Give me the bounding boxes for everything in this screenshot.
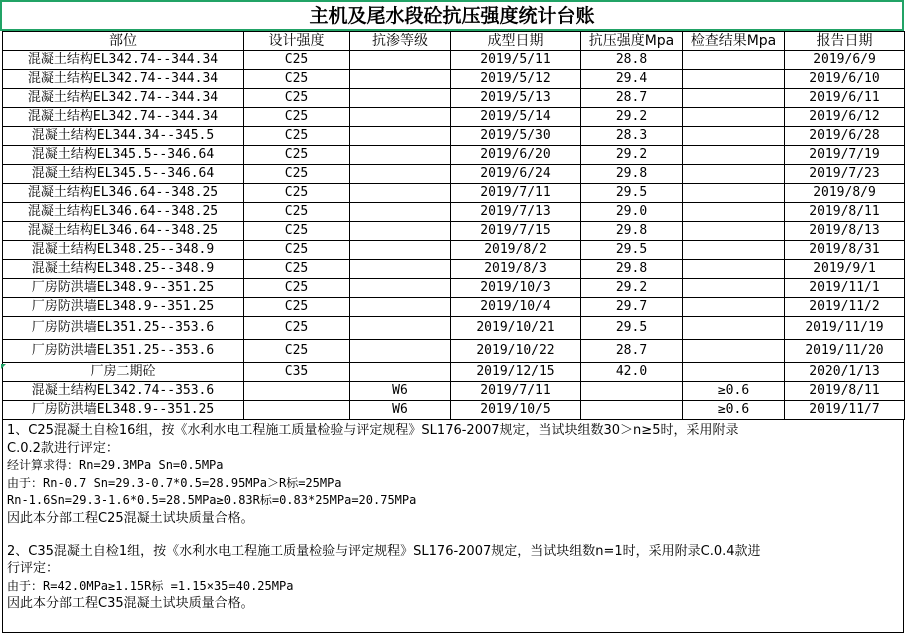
cell-casting-date[interactable]: 2019/5/30	[451, 127, 581, 146]
cell-design-strength[interactable]: C25	[244, 127, 350, 146]
cell-report-date[interactable]: 2019/8/13	[785, 222, 905, 241]
header-report-date[interactable]: 报告日期	[785, 32, 905, 51]
table-row	[3, 203, 905, 222]
cell-check-result[interactable]	[683, 340, 785, 363]
cell-design-strength[interactable]: C25	[244, 340, 350, 363]
cell-casting-date[interactable]: 2019/5/11	[451, 51, 581, 70]
cell-casting-date[interactable]: 2019/6/20	[451, 146, 581, 165]
cell-design-strength[interactable]: C25	[244, 203, 350, 222]
note-line: 因此本分部工程C35混凝土试块质量合格。	[7, 596, 254, 612]
note-line: Rn-1.6Sn=29.3-1.6*0.5=28.5MPa≥0.83R标=0.83*25MPa=20.75MPa	[7, 493, 417, 508]
cell-casting-date[interactable]: 2019/5/14	[451, 108, 581, 127]
cell-report-date[interactable]: 2019/6/11	[785, 89, 905, 108]
cell-compressive-strength[interactable]: 28.3	[581, 127, 683, 146]
cell-impermeability[interactable]: W6	[350, 382, 451, 401]
cell-part[interactable]: 厂房二期砼	[3, 363, 244, 382]
cell-impermeability[interactable]	[350, 51, 451, 70]
note-line: 由于：R=42.0MPa≥1.15R标 =1.15×35=40.25MPa	[7, 578, 294, 593]
cell-report-date[interactable]: 2019/11/2	[785, 298, 905, 317]
cell-casting-date[interactable]: 2019/10/5	[451, 401, 581, 420]
cell-check-result[interactable]	[683, 127, 785, 146]
cell-compressive-strength[interactable]: 29.4	[581, 70, 683, 89]
cell-impermeability[interactable]: W6	[350, 401, 451, 420]
cell-design-strength[interactable]: C25	[244, 70, 350, 89]
cell-casting-date[interactable]: 2019/7/11	[451, 382, 581, 401]
cell-casting-date[interactable]: 2019/7/11	[451, 184, 581, 203]
cell-casting-date[interactable]: 2019/7/15	[451, 222, 581, 241]
table-row	[3, 363, 905, 382]
cell-part[interactable]: 混凝土结构EL342.74--353.6	[3, 382, 244, 401]
cell-check-result[interactable]	[683, 108, 785, 127]
cell-casting-date[interactable]: 2019/10/21	[451, 317, 581, 340]
cell-design-strength[interactable]: C25	[244, 146, 350, 165]
cell-check-result[interactable]	[683, 317, 785, 340]
cell-report-date[interactable]: 2019/6/12	[785, 108, 905, 127]
cell-part[interactable]: 混凝土结构EL346.64--348.25	[3, 203, 244, 222]
cell-part[interactable]: 混凝土结构EL342.74--344.34	[3, 108, 244, 127]
table-row	[3, 165, 905, 184]
cell-compressive-strength[interactable]: 28.7	[581, 340, 683, 363]
header-compressive-strength[interactable]: 抗压强度Mpa	[581, 32, 683, 51]
cell-compressive-strength[interactable]: 29.5	[581, 317, 683, 340]
table-row	[3, 298, 905, 317]
cell-check-result[interactable]	[683, 241, 785, 260]
cell-casting-date[interactable]: 2019/7/13	[451, 203, 581, 222]
table-row	[3, 317, 905, 340]
cell-part[interactable]: 混凝土结构EL348.25--348.9	[3, 260, 244, 279]
cell-casting-date[interactable]: 2019/6/24	[451, 165, 581, 184]
cell-check-result[interactable]	[683, 70, 785, 89]
cell-report-date[interactable]: 2019/6/28	[785, 127, 905, 146]
cell-report-date[interactable]: 2019/8/11	[785, 203, 905, 222]
header-impermeability[interactable]: 抗渗等级	[350, 32, 451, 51]
header-casting-date[interactable]: 成型日期	[451, 32, 581, 51]
cell-check-result[interactable]	[683, 203, 785, 222]
cell-design-strength[interactable]	[244, 382, 350, 401]
header-check-result[interactable]: 检查结果Mpa	[683, 32, 785, 51]
cell-impermeability[interactable]	[350, 298, 451, 317]
cell-check-result[interactable]: ≥0.6	[683, 401, 785, 420]
note-line: 行评定：	[7, 561, 60, 577]
cell-impermeability[interactable]	[350, 260, 451, 279]
cell-part[interactable]: 厂房防洪墙EL348.9--351.25	[3, 298, 244, 317]
header-part[interactable]: 部位	[3, 32, 244, 51]
cell-compressive-strength[interactable]: 29.2	[581, 279, 683, 298]
cell-report-date[interactable]: 2019/6/10	[785, 70, 905, 89]
cell-check-result[interactable]	[683, 298, 785, 317]
table-row	[3, 127, 905, 146]
header-design-strength[interactable]: 设计强度	[244, 32, 350, 51]
cell-impermeability[interactable]	[350, 317, 451, 340]
cell-impermeability[interactable]	[350, 165, 451, 184]
table-row	[3, 279, 905, 298]
cell-impermeability[interactable]	[350, 340, 451, 363]
cell-casting-date[interactable]: 2019/8/3	[451, 260, 581, 279]
cell-design-strength[interactable]: C25	[244, 241, 350, 260]
cell-check-result[interactable]	[683, 279, 785, 298]
cell-check-result[interactable]	[683, 165, 785, 184]
cell-casting-date[interactable]: 2019/10/3	[451, 279, 581, 298]
cell-design-strength[interactable]: C25	[244, 298, 350, 317]
cell-report-date[interactable]: 2019/7/23	[785, 165, 905, 184]
cell-part[interactable]: 混凝土结构EL344.34--345.5	[3, 127, 244, 146]
cell-design-strength[interactable]: C25	[244, 165, 350, 184]
cell-part[interactable]: 混凝土结构EL345.5--346.64	[3, 165, 244, 184]
cell-comment-marker	[1, 364, 6, 369]
cell-compressive-strength[interactable]	[581, 401, 683, 420]
cell-check-result[interactable]	[683, 51, 785, 70]
cell-design-strength[interactable]: C25	[244, 279, 350, 298]
note-line: 2、C35混凝土自检1组，按《水利水电工程施工质量检验与评定规程》SL176-2007规定，当试块组数n=1时，采用附录C.0.4款进	[7, 543, 761, 559]
cell-impermeability[interactable]	[350, 108, 451, 127]
cell-impermeability[interactable]	[350, 70, 451, 89]
cell-check-result[interactable]	[683, 260, 785, 279]
table-row	[3, 146, 905, 165]
cell-report-date[interactable]: 2019/7/19	[785, 146, 905, 165]
cell-report-date[interactable]: 2019/8/31	[785, 241, 905, 260]
cell-design-strength[interactable]: C25	[244, 317, 350, 340]
note-line: 经计算求得：Rn=29.3MPa Sn=0.5MPa	[7, 458, 224, 473]
cell-impermeability[interactable]	[350, 146, 451, 165]
cell-impermeability[interactable]	[350, 241, 451, 260]
cell-check-result[interactable]: ≥0.6	[683, 382, 785, 401]
header-row	[3, 32, 905, 51]
cell-part[interactable]: 混凝土结构EL345.5--346.64	[3, 146, 244, 165]
cell-design-strength[interactable]: C25	[244, 260, 350, 279]
cell-design-strength[interactable]	[244, 401, 350, 420]
table-row	[3, 260, 905, 279]
cell-part[interactable]: 混凝土结构EL346.64--348.25	[3, 184, 244, 203]
cell-compressive-strength[interactable]: 42.0	[581, 363, 683, 382]
table-row	[3, 108, 905, 127]
cell-report-date[interactable]: 2019/11/19	[785, 317, 905, 340]
cell-compressive-strength[interactable]: 28.8	[581, 51, 683, 70]
cell-design-strength[interactable]: C25	[244, 108, 350, 127]
cell-impermeability[interactable]	[350, 279, 451, 298]
strength-table	[2, 31, 905, 420]
cell-casting-date[interactable]: 2019/10/4	[451, 298, 581, 317]
note-line: 1、C25混凝土自检16组，按《水利水电工程施工质量检验与评定规程》SL176-2007规定，当试块组数30＞n≥5时，采用附录	[7, 423, 739, 438]
cell-part[interactable]: 厂房防洪墙EL351.25--353.6	[3, 340, 244, 363]
cell-compressive-strength[interactable]: 29.8	[581, 165, 683, 184]
cell-design-strength[interactable]: C35	[244, 363, 350, 382]
evaluation-notes[interactable]	[2, 419, 904, 633]
cell-impermeability[interactable]	[350, 127, 451, 146]
cell-casting-date[interactable]: 2019/5/12	[451, 70, 581, 89]
cell-impermeability[interactable]	[350, 363, 451, 382]
cell-compressive-strength[interactable]: 29.5	[581, 184, 683, 203]
cell-compressive-strength[interactable]: 29.5	[581, 241, 683, 260]
cell-part[interactable]: 混凝土结构EL342.74--344.34	[3, 89, 244, 108]
cell-compressive-strength[interactable]: 29.2	[581, 146, 683, 165]
cell-check-result[interactable]	[683, 146, 785, 165]
cell-part[interactable]: 厂房防洪墙EL348.9--351.25	[3, 279, 244, 298]
cell-check-result[interactable]	[683, 222, 785, 241]
cell-report-date[interactable]: 2019/11/7	[785, 401, 905, 420]
cell-compressive-strength[interactable]: 29.8	[581, 260, 683, 279]
cell-casting-date[interactable]: 2019/8/2	[451, 241, 581, 260]
note-line: 由于：Rn-0.7 Sn=29.3-0.7*0.5=28.95MPa＞R标=25MPa	[7, 475, 342, 490]
cell-report-date[interactable]: 2020/1/13	[785, 363, 905, 382]
cell-design-strength[interactable]: C25	[244, 184, 350, 203]
sheet-title[interactable]: 主机及尾水段砼抗压强度统计台账	[0, 0, 904, 31]
cell-part[interactable]: 混凝土结构EL342.74--344.34	[3, 51, 244, 70]
table-row	[3, 340, 905, 363]
cell-compressive-strength[interactable]: 28.7	[581, 89, 683, 108]
cell-part[interactable]: 厂房防洪墙EL351.25--353.6	[3, 317, 244, 340]
note-line: 因此本分部工程C25混凝土试块质量合格。	[7, 510, 254, 526]
table-row	[3, 184, 905, 203]
cell-compressive-strength[interactable]: 29.8	[581, 222, 683, 241]
cell-design-strength[interactable]: C25	[244, 222, 350, 241]
cell-compressive-strength[interactable]: 29.2	[581, 108, 683, 127]
cell-part[interactable]: 混凝土结构EL346.64--348.25	[3, 222, 244, 241]
cell-report-date[interactable]: 2019/8/9	[785, 184, 905, 203]
table-row	[3, 382, 905, 401]
cell-check-result[interactable]	[683, 89, 785, 108]
cell-report-date[interactable]: 2019/9/1	[785, 260, 905, 279]
table-row	[3, 401, 905, 420]
cell-part[interactable]: 混凝土结构EL348.25--348.9	[3, 241, 244, 260]
cell-report-date[interactable]: 2019/6/9	[785, 51, 905, 70]
cell-casting-date[interactable]: 2019/5/13	[451, 89, 581, 108]
cell-design-strength[interactable]: C25	[244, 89, 350, 108]
cell-check-result[interactable]	[683, 184, 785, 203]
cell-compressive-strength[interactable]: 29.7	[581, 298, 683, 317]
note-line: C.0.2款进行评定：	[7, 440, 119, 456]
table-row	[3, 241, 905, 260]
cell-part[interactable]: 厂房防洪墙EL348.9--351.25	[3, 401, 244, 420]
cell-compressive-strength[interactable]	[581, 382, 683, 401]
spacer	[7, 528, 899, 543]
table-row	[3, 51, 905, 70]
table-row	[3, 89, 905, 108]
cell-check-result[interactable]	[683, 363, 785, 382]
cell-casting-date[interactable]: 2019/10/22	[451, 340, 581, 363]
cell-impermeability[interactable]	[350, 203, 451, 222]
cell-report-date[interactable]: 2019/11/20	[785, 340, 905, 363]
cell-impermeability[interactable]	[350, 89, 451, 108]
cell-part[interactable]: 混凝土结构EL342.74--344.34	[3, 70, 244, 89]
table-row	[3, 70, 905, 89]
cell-impermeability[interactable]	[350, 222, 451, 241]
cell-report-date[interactable]: 2019/8/11	[785, 382, 905, 401]
cell-report-date[interactable]: 2019/11/1	[785, 279, 905, 298]
cell-impermeability[interactable]	[350, 184, 451, 203]
cell-design-strength[interactable]: C25	[244, 51, 350, 70]
table-row	[3, 222, 905, 241]
cell-casting-date[interactable]: 2019/12/15	[451, 363, 581, 382]
cell-compressive-strength[interactable]: 29.0	[581, 203, 683, 222]
